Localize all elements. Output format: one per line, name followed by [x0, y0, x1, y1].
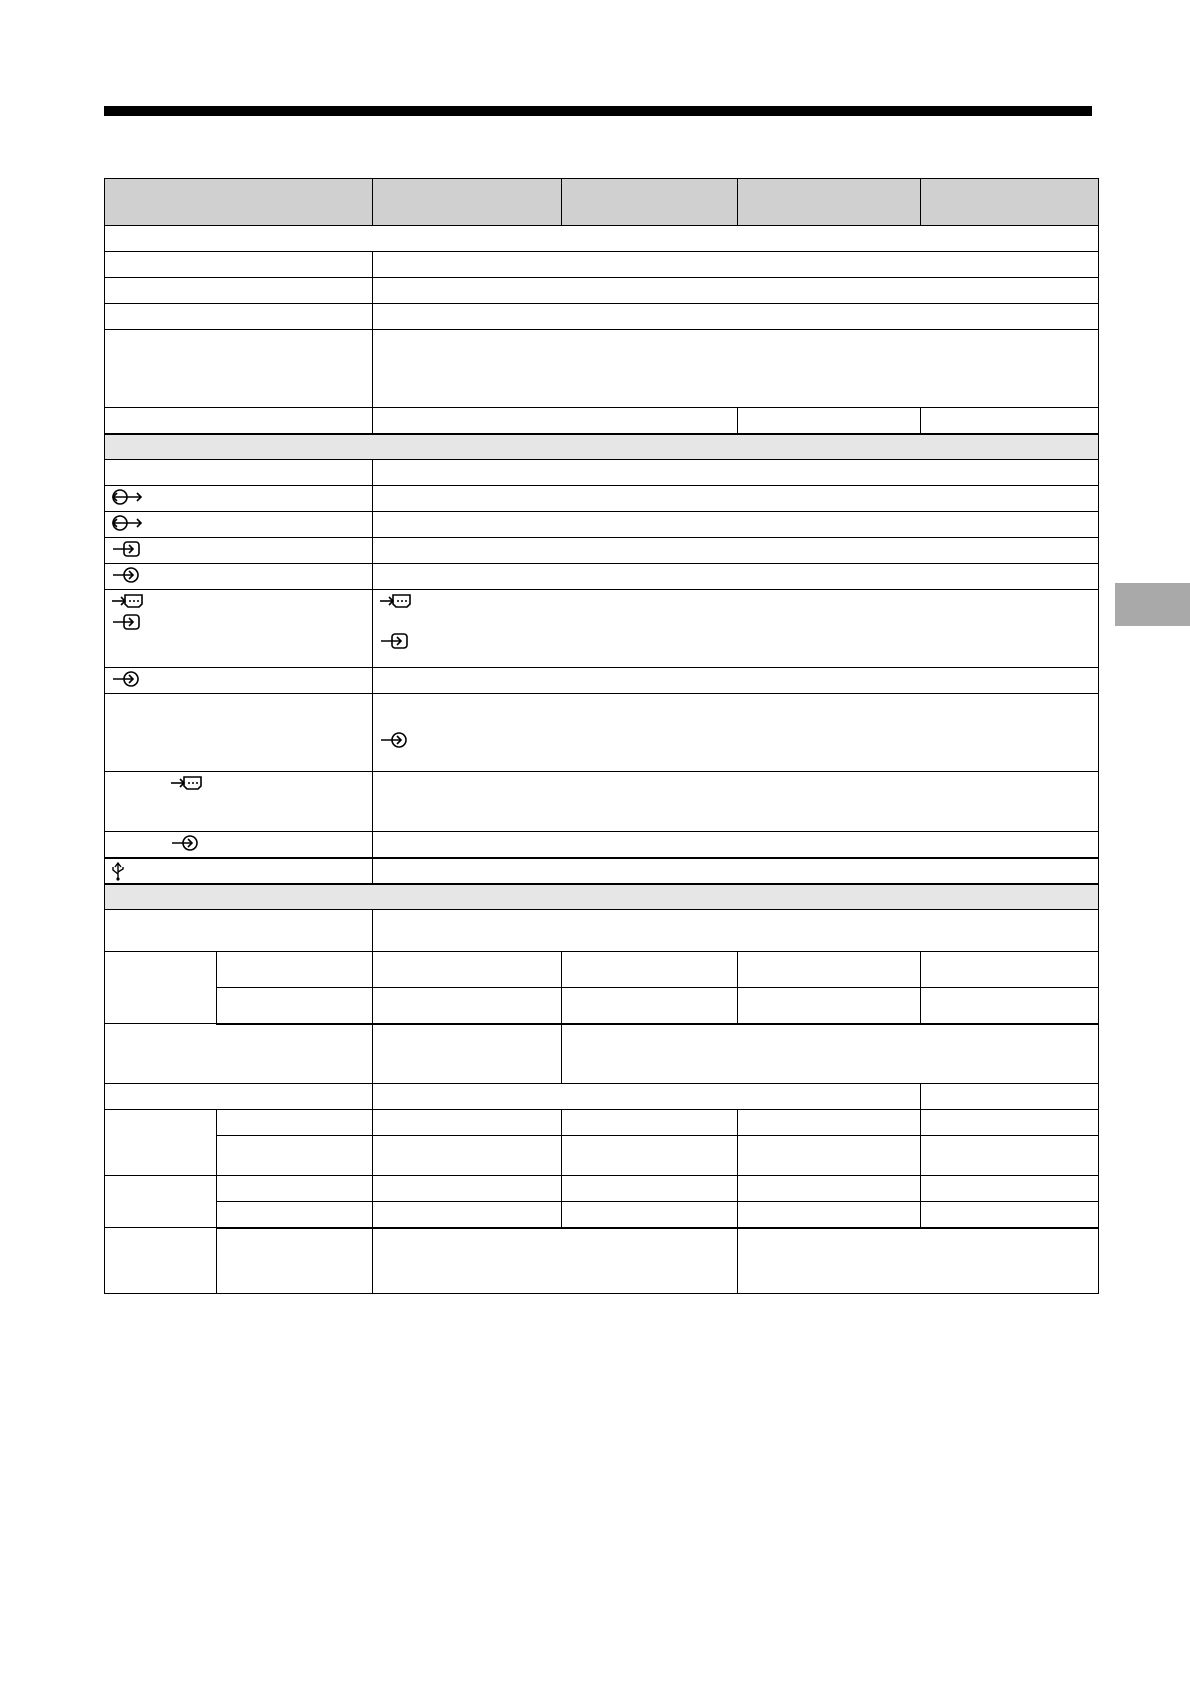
input-arrow-icon	[111, 670, 145, 688]
sub-label-cell	[217, 1228, 373, 1294]
group-label-cell	[105, 1110, 217, 1176]
input-arrow-icon	[379, 731, 413, 749]
table-row	[105, 988, 1099, 1024]
sub-label-cell	[217, 1202, 373, 1228]
component-video-input-icon	[111, 540, 145, 558]
value-cell	[738, 1202, 921, 1228]
label-cell	[105, 460, 373, 486]
value-cell	[373, 252, 1099, 278]
value-cell	[373, 408, 738, 434]
input-output-icon	[111, 488, 145, 506]
usb-icon	[111, 861, 125, 881]
table-row	[105, 408, 1099, 434]
component-video-input-icon	[379, 632, 413, 650]
value-cell	[373, 694, 1099, 772]
value-cell	[921, 408, 1099, 434]
table-row	[105, 590, 1099, 668]
value-cell	[738, 1136, 921, 1176]
header-cell	[738, 179, 921, 226]
sub-label-cell	[217, 1136, 373, 1176]
table-row	[105, 1084, 1099, 1110]
header-cell	[373, 179, 562, 226]
label-cell	[105, 590, 373, 668]
group-label-cell	[105, 1176, 217, 1228]
value-cell	[373, 1202, 562, 1228]
label-cell	[105, 858, 373, 884]
value-cell	[373, 772, 1099, 832]
value-cell	[921, 1110, 1099, 1136]
group-label-cell	[105, 1228, 217, 1294]
value-cell	[373, 590, 1099, 668]
sub-label-cell	[217, 952, 373, 988]
table-row	[105, 1024, 1099, 1084]
value-cell	[373, 1136, 562, 1176]
value-cell	[921, 1202, 1099, 1228]
label-cell	[105, 512, 373, 538]
value-cell	[562, 1176, 738, 1202]
value-cell	[562, 1024, 1099, 1084]
label-cell	[105, 772, 373, 832]
label-cell	[105, 408, 373, 434]
table-row	[105, 252, 1099, 278]
label-cell	[105, 330, 373, 408]
table-row	[105, 1228, 1099, 1294]
value-cell	[373, 832, 1099, 858]
section-title-row	[105, 434, 1099, 460]
value-cell	[373, 486, 1099, 512]
table-row	[105, 460, 1099, 486]
input-arrow-icon	[111, 566, 145, 584]
value-cell	[738, 1228, 1099, 1294]
value-cell	[921, 988, 1099, 1024]
table-row	[105, 1202, 1099, 1228]
table-row	[105, 538, 1099, 564]
label-cell	[105, 538, 373, 564]
input-output-icon	[111, 514, 145, 532]
label-cell	[105, 278, 373, 304]
value-cell	[921, 952, 1099, 988]
specifications-table	[104, 178, 1099, 1294]
value-cell	[921, 1084, 1099, 1110]
label-cell	[105, 668, 373, 694]
value-cell	[373, 304, 1099, 330]
table-row	[105, 832, 1099, 858]
table-row	[105, 486, 1099, 512]
group-label-cell	[105, 952, 217, 1024]
table-row	[105, 512, 1099, 538]
table-row	[105, 694, 1099, 772]
table-header-row	[105, 179, 1099, 226]
section-title-cell	[105, 226, 1099, 252]
header-cell	[562, 179, 738, 226]
value-cell	[738, 952, 921, 988]
value-cell	[738, 988, 921, 1024]
top-rule	[104, 106, 1092, 116]
value-cell	[373, 330, 1099, 408]
section-title-row	[105, 884, 1099, 910]
value-cell	[562, 988, 738, 1024]
value-cell	[373, 460, 1099, 486]
section-title-row	[105, 226, 1099, 252]
label-cell	[105, 910, 373, 952]
table-row	[105, 330, 1099, 408]
table-row	[105, 278, 1099, 304]
hdmi-input-icon	[379, 592, 413, 610]
value-cell	[738, 408, 921, 434]
hdmi-input-icon	[111, 592, 145, 610]
value-cell	[373, 538, 1099, 564]
label-cell	[105, 694, 373, 772]
value-cell	[373, 1084, 921, 1110]
value-cell	[373, 988, 562, 1024]
value-cell	[373, 668, 1099, 694]
table-row	[105, 1110, 1099, 1136]
value-cell	[562, 1202, 738, 1228]
table-row	[105, 668, 1099, 694]
value-cell	[562, 1110, 738, 1136]
value-cell	[373, 952, 562, 988]
value-cell	[738, 1176, 921, 1202]
value-cell	[562, 1136, 738, 1176]
table-row	[105, 858, 1099, 884]
value-cell	[373, 278, 1099, 304]
value-cell	[738, 1110, 921, 1136]
sub-label-cell	[217, 1110, 373, 1136]
table-row	[105, 1136, 1099, 1176]
value-cell	[373, 564, 1099, 590]
value-cell	[373, 910, 1099, 952]
label-cell	[105, 1024, 373, 1084]
value-cell	[373, 1110, 562, 1136]
value-cell	[373, 858, 1099, 884]
hdmi-input-icon	[170, 774, 204, 792]
table-row	[105, 910, 1099, 952]
section-title-cell	[105, 884, 1099, 910]
value-cell	[373, 1024, 562, 1084]
table-row	[105, 952, 1099, 988]
table-row	[105, 772, 1099, 832]
table-row	[105, 304, 1099, 330]
header-cell	[105, 179, 373, 226]
label-cell	[105, 564, 373, 590]
label-cell	[105, 304, 373, 330]
value-cell	[921, 1136, 1099, 1176]
component-video-input-icon	[111, 613, 145, 631]
label-cell	[105, 832, 373, 858]
value-cell	[373, 1228, 738, 1294]
label-cell	[105, 252, 373, 278]
table-row	[105, 564, 1099, 590]
section-side-tab	[1115, 583, 1190, 626]
value-cell	[921, 1176, 1099, 1202]
sub-label-cell	[217, 1176, 373, 1202]
input-arrow-icon	[170, 834, 204, 852]
header-cell	[921, 179, 1099, 226]
section-title-cell	[105, 434, 1099, 460]
label-cell	[105, 486, 373, 512]
sub-label-cell	[217, 988, 373, 1024]
value-cell	[562, 952, 738, 988]
table-row	[105, 1176, 1099, 1202]
value-cell	[373, 512, 1099, 538]
value-cell	[373, 1176, 562, 1202]
label-cell	[105, 1084, 373, 1110]
